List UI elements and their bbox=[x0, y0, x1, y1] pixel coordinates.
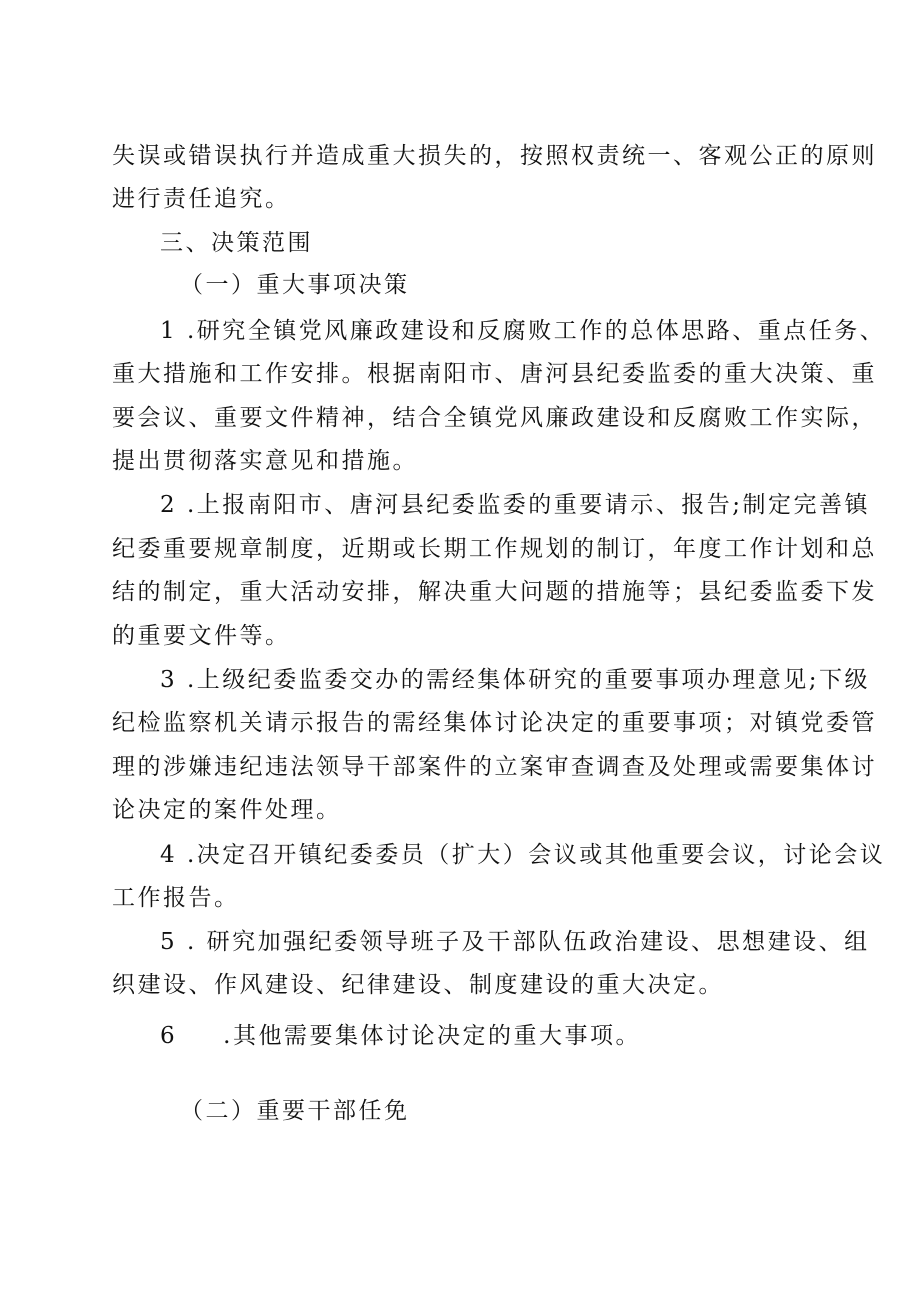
subsection-heading: （二）重要干部任免 bbox=[180, 1098, 410, 1124]
paragraph-line: 纪委重要规章制度，近期或长期工作规划的制订，年度工作计划和总 bbox=[112, 536, 877, 562]
paragraph-line: 要会议、重要文件精神，结合全镇党风廉政建设和反腐败工作实际， bbox=[112, 405, 877, 431]
list-item-3-line: 3 .上级纪委监委交办的需经集体研究的重要事项办理意见;下级 bbox=[160, 667, 871, 693]
list-item-6-line bbox=[160, 1021, 641, 1051]
paragraph-line: 的重要文件等。 bbox=[112, 623, 291, 649]
list-item-6-text: .其他需要集体讨论决定的重大事项。 bbox=[223, 1023, 641, 1049]
paragraph-line: 失误或错误执行并造成重大损失的，按照权责统一、客观公正的原则 bbox=[112, 143, 877, 169]
list-item-5-line: 5 . 研究加强纪委领导班子及干部队伍政治建设、思想建设、组 bbox=[160, 929, 870, 955]
paragraph-line: 工作报告。 bbox=[112, 885, 240, 911]
paragraph-line: 纪检监察机关请示报告的需经集体讨论决定的重要事项；对镇党委管 bbox=[112, 710, 877, 736]
paragraph-line: 织建设、作风建设、纪律建设、制度建设的重大决定。 bbox=[112, 972, 724, 998]
list-item-1-line: 1 .研究全镇党风廉政建设和反腐败工作的总体思路、重点任务、 bbox=[160, 318, 886, 344]
paragraph-line: 提出贯彻落实意见和措施。 bbox=[112, 448, 418, 474]
list-item-2-line: 2 .上报南阳市、唐河县纪委监委的重要请示、报告;制定完善镇 bbox=[160, 492, 871, 518]
list-item-4-line: 4 .决定召开镇纪委委员（扩大）会议或其他重要会议，讨论会议 bbox=[160, 842, 886, 868]
paragraph-line: 理的涉嫌违纪违法领导干部案件的立案审查调查及处理或需要集体讨 bbox=[112, 754, 877, 780]
paragraph-line: 结的制定，重大活动安排，解决重大问题的措施等；县纪委监委下发 bbox=[112, 579, 877, 605]
subsection-heading: （一）重大事项决策 bbox=[180, 272, 410, 298]
paragraph-line: 论决定的案件处理。 bbox=[112, 797, 342, 823]
paragraph-line: 重大措施和工作安排。根据南阳市、唐河县纪委监委的重大决策、重 bbox=[112, 361, 877, 387]
paragraph-line: 进行责任追究。 bbox=[112, 186, 291, 212]
list-item-6-number: 6 bbox=[160, 1023, 178, 1049]
section-heading: 三、决策范围 bbox=[160, 230, 313, 256]
